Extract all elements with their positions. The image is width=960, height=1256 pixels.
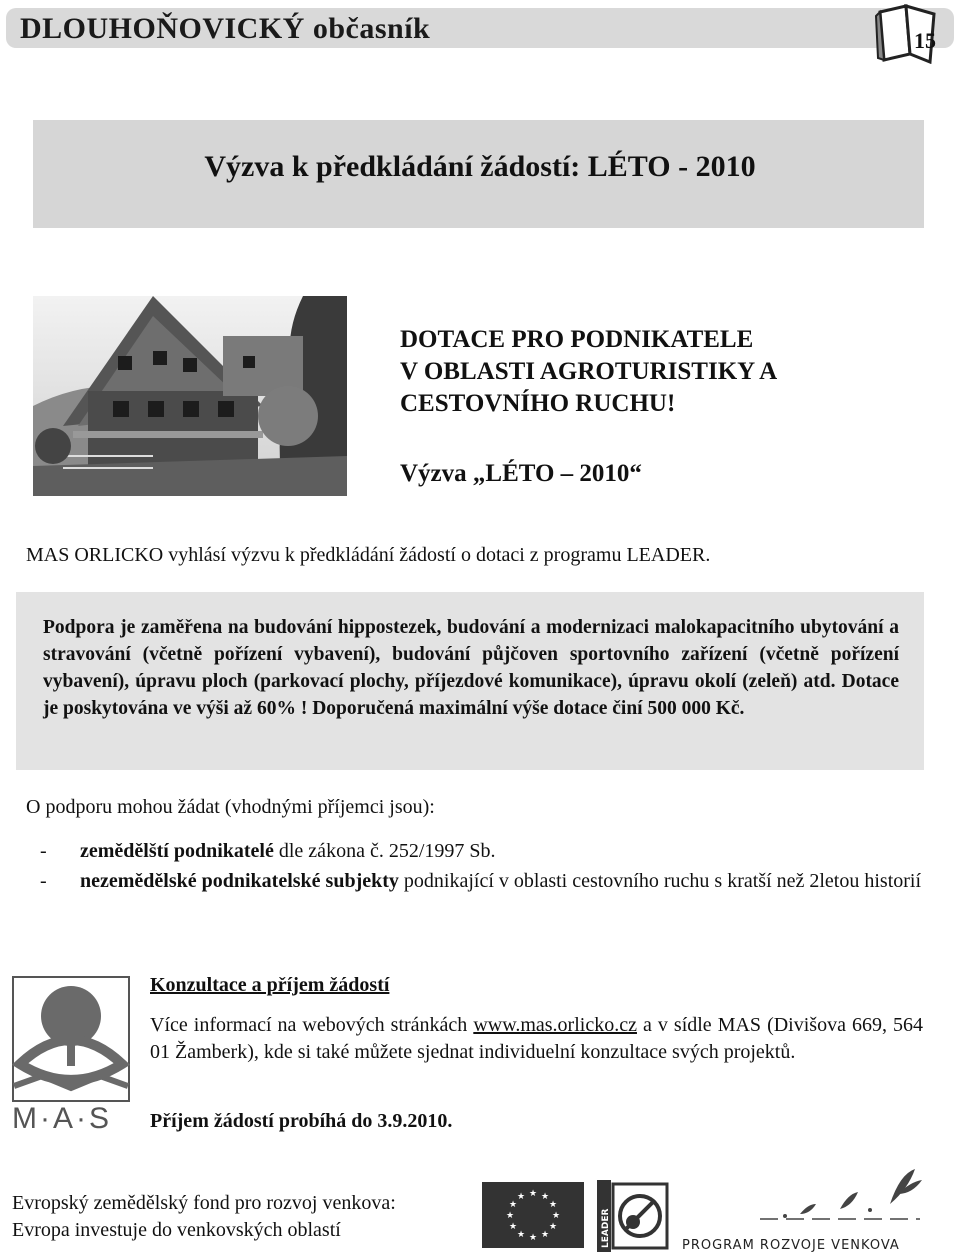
leader-label: LEADER — [601, 1208, 611, 1248]
page-title: Výzva k předkládání žádostí: LÉTO - 2010 — [204, 150, 756, 183]
eligible-heading: O podporu mohou žádat (vhodnými příjemci jsou): — [26, 796, 435, 818]
svg-text:★: ★ — [516, 1230, 526, 1240]
eligible-list — [40, 838, 924, 898]
mas-logo-letters: M·A·S — [12, 1102, 112, 1135]
list-item — [40, 868, 924, 894]
newsletter-title: DLOUHOŇOVICKÝ občasník — [20, 12, 431, 45]
footer-line: Evropa investuje do venkovských oblastí — [12, 1219, 341, 1241]
footer-line: Evropský zemědělský fond pro rozvoj venkova: — [12, 1192, 396, 1214]
page-number: 15 — [914, 28, 936, 53]
svg-text:★: ★ — [548, 1200, 558, 1210]
subsidy-heading-line: CESTOVNÍHO RUCHU! — [400, 390, 676, 417]
svg-text:★: ★ — [508, 1222, 518, 1232]
farmhouse-photo — [33, 296, 347, 496]
list-item-bold: nezemědělské podnikatelské subjekty — [80, 870, 399, 892]
svg-text:★: ★ — [540, 1230, 550, 1240]
support-text: Podpora je zaměřena na budování hippostezek, budování a modernizaci malokapacitního ubytování a stravování (včetně pořízení vybavení), budování půjčoven sportovního zařízení (včetně pořízení vybavení), úpravu ploch (parkovací plochy, příjezdové komunikace), úpravu okolí (zeleň) atd. Dotace je poskytována ve výši až 60% ! Doporučená maximální výše dotace činí 500 000 Kč. — [43, 617, 899, 719]
svg-text:★: ★ — [551, 1211, 561, 1221]
leader-logo-icon — [597, 1180, 669, 1252]
list-item-rest: podnikající v oblasti cestovního ruchu s kratší než 2letou historií — [398, 870, 922, 892]
subsidy-heading-line: V OBLASTI AGROTURISTIKY A — [400, 358, 778, 385]
book-page-number-icon — [872, 2, 944, 64]
list-dash: - — [40, 840, 47, 862]
website-link[interactable]: www.mas.orlicko.cz — [473, 1014, 637, 1036]
svg-text:★: ★ — [508, 1200, 518, 1210]
list-item — [40, 838, 924, 864]
consultation-text-after: a v sídle MAS (Divišova 669, 564 01 Žamberk), kde si také můžete sjednat individuelní konzultace svých projektů. — [150, 1014, 923, 1063]
prv-label: PROGRAM ROZVOJE VENKOVA — [682, 1238, 900, 1253]
list-item-bold: zemědělští podnikatelé — [80, 840, 274, 862]
footer-text — [12, 1190, 396, 1244]
consultation-text-before: Více informací na webových stránkách — [150, 1014, 474, 1036]
svg-text:★: ★ — [528, 1189, 538, 1199]
list-dash: - — [40, 870, 47, 892]
intro-text: MAS ORLICKO vyhlásí výzvu k předkládání žádostí o dotaci z programu LEADER. — [26, 544, 711, 566]
subsidy-heading-line: DOTACE PRO PODNIKATELE — [400, 326, 754, 353]
prv-logo-icon — [740, 1164, 940, 1230]
call-name: Výzva „LÉTO – 2010“ — [400, 460, 642, 487]
consultation-text — [150, 1012, 923, 1066]
svg-text:★: ★ — [548, 1222, 558, 1232]
svg-text:★: ★ — [516, 1192, 526, 1202]
subsidy-heading — [400, 324, 777, 420]
svg-text:★: ★ — [505, 1211, 515, 1221]
deadline-text: Příjem žádostí probíhá do 3.9.2010. — [150, 1110, 453, 1132]
consultation-heading: Konzultace a příjem žádostí — [150, 974, 390, 996]
eu-flag-icon — [482, 1182, 584, 1248]
list-item-rest: dle zákona č. 252/1997 Sb. — [273, 840, 496, 862]
mas-logo-icon — [12, 976, 130, 1102]
svg-text:★: ★ — [540, 1192, 550, 1202]
svg-text:★: ★ — [528, 1233, 538, 1243]
